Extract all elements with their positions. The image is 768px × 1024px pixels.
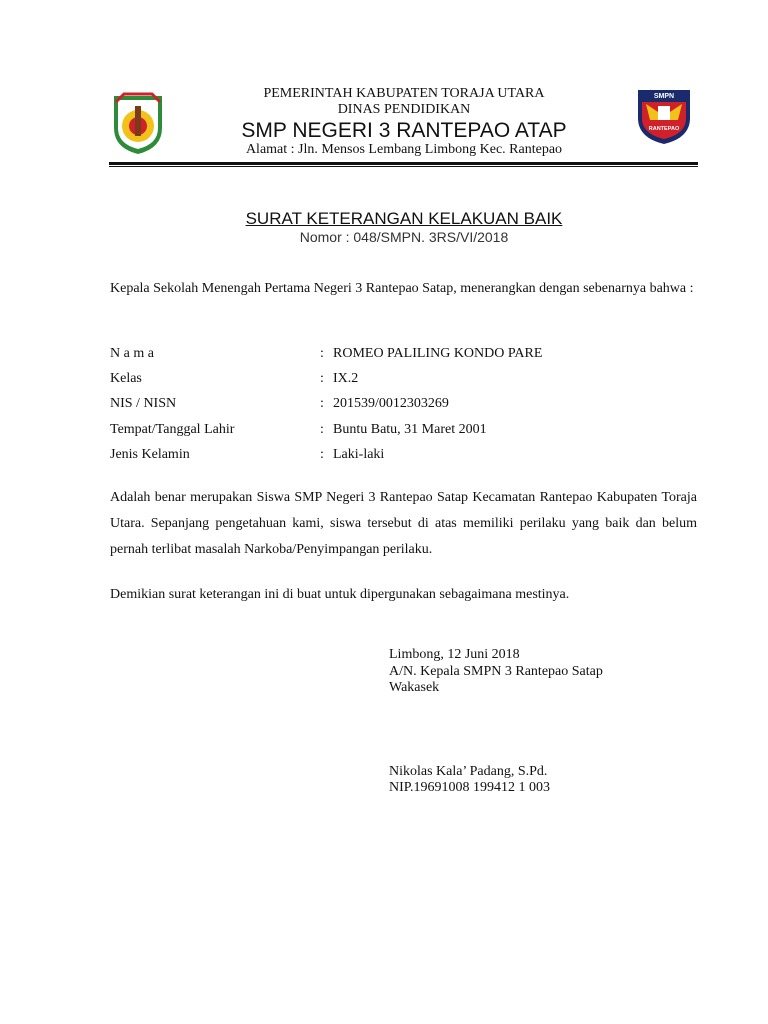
closing-paragraph: Demikian surat keterangan ini di buat untuk dipergunakan sebagaimana mestinya. <box>110 587 570 602</box>
field-value: Buntu Batu, 31 Maret 2001 <box>333 422 487 437</box>
svg-text:RANTEPAO: RANTEPAO <box>648 126 680 132</box>
letter-title: SURAT KETERANGAN KELAKUAN BAIK <box>245 209 563 228</box>
signature-place-date: Limbong, 12 Juni 2018 <box>389 647 520 662</box>
signature-position: Wakasek <box>389 680 440 695</box>
signatory-name: Nikolas Kala’ Padang, S.Pd. <box>389 764 548 779</box>
field-colon: : <box>320 346 324 361</box>
field-label: Kelas <box>110 371 142 386</box>
svg-text:SMPN: SMPN <box>653 93 675 100</box>
header-divider-thin <box>109 166 698 167</box>
header-divider-thick <box>109 162 698 165</box>
intro-paragraph: Kepala Sekolah Menengah Pertama Negeri 3 Rantepao Satap, menerangkan dengan sebenarnya bahwa : <box>110 281 694 296</box>
school-name: SMP NEGERI 3 RANTEPAO ATAP <box>241 119 567 142</box>
field-label: NIS / NISN <box>110 396 177 411</box>
letter-number: Nomor : 048/SMPN. 3RS/VI/2018 <box>299 229 509 245</box>
government-heading: PEMERINTAH KABUPATEN TORAJA UTARA <box>263 86 545 101</box>
department-heading: DINAS PENDIDIKAN <box>337 102 471 117</box>
field-label: N a m a <box>110 346 154 361</box>
body-paragraph: Adalah benar merupakan Siswa SMP Negeri 3 Rantepao Satap Kecamatan Rantepao Kabupaten Toraja Utara. Sepanjang pengetahuan kami, siswa tersebut di atas memiliki perilaku yang baik dan belum pernah terlibat masalah Narkoba/Penyimpangan perilaku. <box>110 490 697 557</box>
field-label: Jenis Kelamin <box>110 447 190 462</box>
field-label: Tempat/Tanggal Lahir <box>110 422 235 437</box>
field-colon: : <box>320 396 324 411</box>
field-colon: : <box>320 447 324 462</box>
school-address: Alamat : Jln. Mensos Lembang Limbong Kec. Rantepao <box>245 142 563 157</box>
signature-on-behalf: A/N. Kepala SMPN 3 Rantepao Satap <box>389 664 603 679</box>
signatory-nip: NIP.19691008 199412 1 003 <box>389 780 551 795</box>
field-value: ROMEO PALILING KONDO PARE <box>333 346 543 361</box>
field-colon: : <box>320 371 324 386</box>
field-value: Laki-laki <box>333 447 385 462</box>
field-value: IX.2 <box>333 371 359 386</box>
field-value: 201539/0012303269 <box>333 396 449 411</box>
field-colon: : <box>320 422 324 437</box>
